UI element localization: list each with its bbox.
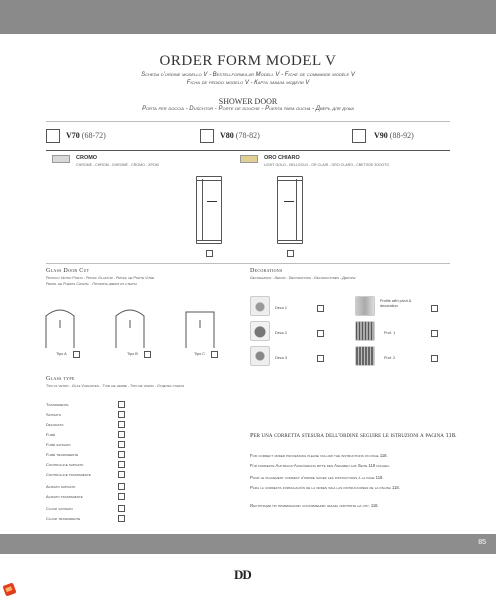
divider: [46, 121, 450, 122]
top-bar: [0, 0, 496, 34]
glass-type-label: Controluce trasparente: [46, 472, 91, 477]
glass-type-checkbox[interactable]: [118, 461, 125, 468]
section-subtitle: Porta per doccia - Duschtür - Porte de douche - Puerta para ducha - Дверь для душа: [142, 106, 354, 112]
section-title: SHOWER DOOR: [218, 97, 278, 106]
deco-2-image: [250, 321, 270, 341]
profile-pivot-label: Profile with pivot & decoration: [380, 299, 412, 308]
glass-type-checkbox[interactable]: [118, 401, 125, 408]
glass-type-label: Fumè trasparente: [46, 452, 79, 457]
model-v70-checkbox[interactable]: [46, 129, 60, 143]
order-form-page: [0, 34, 496, 534]
glass-type-checkbox[interactable]: [118, 441, 125, 448]
finish-chrome-checkbox[interactable]: [206, 250, 213, 257]
glass-type-checkbox[interactable]: [118, 421, 125, 428]
glass-type-label: Cloud trasparente: [46, 516, 81, 521]
tipo-a-checkbox[interactable]: [73, 351, 80, 358]
order-instructions-main: Per una corretta stesura dell'ordine seguire le istruzioni a pagina 118.: [250, 432, 457, 439]
model-v90-checkbox[interactable]: [352, 129, 366, 143]
glass-type-label: Fumè satinato: [46, 442, 71, 447]
subtitle-line-1: Scheda d'ordine modello V - Bestellformular Modell V - Fiche de commande modèle V: [141, 72, 355, 78]
subtitle-line-2: Ficha de pedido modelo V - Карта заказа модели V: [186, 80, 310, 86]
finish-gold-sub: LIGHT GOLD - HELLGOLD - OR CLAIR - ORO CLARO - СВЕТЛОЕ ЗОЛОТО: [264, 163, 390, 167]
glass-cut-title: Glass Door Cut: [46, 268, 90, 274]
order-instructions-es: Para la correcta formulación de la orden siga las instrucciones de la página 118.: [250, 485, 400, 490]
glass-type-sub: Tipo di vetro - Glas Varianten - Type de verre - Tipo de vidrio - Отделка стекла: [46, 384, 185, 388]
chrome-swatch: [52, 155, 70, 163]
footer-bar: [0, 534, 496, 554]
glass-type-checkbox[interactable]: [118, 451, 125, 458]
glass-type-label: Acidato satinato: [46, 484, 76, 489]
finish-chrome-name: CROMO: [76, 155, 98, 161]
divider: [46, 150, 450, 151]
glass-type-label: Cloud satinato: [46, 506, 73, 511]
order-instructions-ru: Инструкции по правильному составлению заказа смотрите на стр. 118.: [250, 503, 379, 508]
glass-type-label: Decorato: [46, 422, 64, 427]
deco-3-checkbox[interactable]: [317, 355, 324, 362]
door-illustration-chrome: [196, 176, 222, 244]
divider: [46, 263, 450, 264]
glass-type-checkbox[interactable]: [118, 505, 125, 512]
glass-type-checkbox[interactable]: [118, 411, 125, 418]
deco-1-label: Deco 1: [275, 306, 288, 310]
deco-2-checkbox[interactable]: [317, 330, 324, 337]
finish-chrome-sub: CHROME - CHROM - CHROMÉ - CROMO - ХРОМ: [76, 163, 159, 167]
page-number: 85: [478, 539, 486, 546]
tipo-a-label: Tipo A: [56, 352, 67, 356]
model-v90-label: V90 (88-92): [374, 131, 414, 140]
prof-1-checkbox[interactable]: [431, 330, 438, 337]
glass-type-checkbox[interactable]: [118, 431, 125, 438]
order-instructions-en: For correct order processing please follow the instructions on page 118.: [250, 453, 388, 458]
app-icon[interactable]: [2, 582, 16, 596]
glass-type-checkbox[interactable]: [118, 515, 125, 522]
model-v80-checkbox[interactable]: [200, 129, 214, 143]
brand-logo: DD: [234, 567, 251, 582]
tipo-c-label: Tipo C: [194, 352, 206, 356]
tipo-b-label: Tipo B: [127, 352, 138, 356]
tipo-b-checkbox[interactable]: [144, 351, 151, 358]
deco-3-image: [250, 346, 270, 366]
profile-pivot-checkbox[interactable]: [431, 305, 438, 312]
glass-cut-sub-1: Profilo Vetro Porta - Profil Glastür - Profil de Porte Vitre: [46, 276, 155, 280]
model-v80-label: V80 (78-82): [220, 131, 260, 140]
order-instructions-fr: Pour le placement correct d'ordre suivez les instructions à la page 118.: [250, 475, 384, 480]
decorations-title: Decorations: [250, 268, 283, 274]
deco-1-image: [250, 296, 270, 316]
deco-3-label: Deco 3: [275, 356, 288, 360]
glass-type-checkbox[interactable]: [118, 483, 125, 490]
glass-cut-sub-2: Perfil de Puerta Cristal - Профиль двери из стекла: [46, 282, 137, 286]
glass-type-label: Satinato: [46, 412, 62, 417]
glass-type-label: Fumè: [46, 432, 56, 437]
glass-type-label: Trasparente: [46, 402, 69, 407]
prof-2-image: [355, 346, 375, 366]
glass-cut-illustration: [40, 302, 230, 352]
decorations-sub: Decorazioni - Dekor - Décorations - Decoraciones - Декоры: [250, 276, 356, 280]
glass-type-title: Glass type: [46, 376, 75, 382]
deco-1-checkbox[interactable]: [317, 305, 324, 312]
order-instructions-de: Für korrekte Auftrags-Ausführung bitte den Angaben auf Seite 118 folgen.: [250, 463, 390, 468]
door-illustration-gold: [277, 176, 303, 244]
glass-type-checkbox[interactable]: [118, 493, 125, 500]
finish-gold-checkbox[interactable]: [287, 250, 294, 257]
glass-type-label: Acidato trasparente: [46, 494, 83, 499]
page-title: ORDER FORM MODEL V: [159, 53, 337, 69]
glass-type-label: Controluce satinato: [46, 462, 84, 467]
prof-2-label: Prof. 2: [384, 356, 396, 360]
model-v70-label: V70 (68-72): [66, 131, 106, 140]
prof-1-image: [355, 321, 375, 341]
tipo-c-checkbox[interactable]: [211, 351, 218, 358]
profile-pivot-image: [355, 296, 375, 316]
finish-gold-name: ORO CHIARO: [264, 155, 300, 161]
glass-type-checkbox[interactable]: [118, 471, 125, 478]
deco-2-label: Deco 2: [275, 331, 288, 335]
light-gold-swatch: [240, 155, 258, 163]
prof-2-checkbox[interactable]: [431, 355, 438, 362]
prof-1-label: Prof. 1: [384, 331, 396, 335]
